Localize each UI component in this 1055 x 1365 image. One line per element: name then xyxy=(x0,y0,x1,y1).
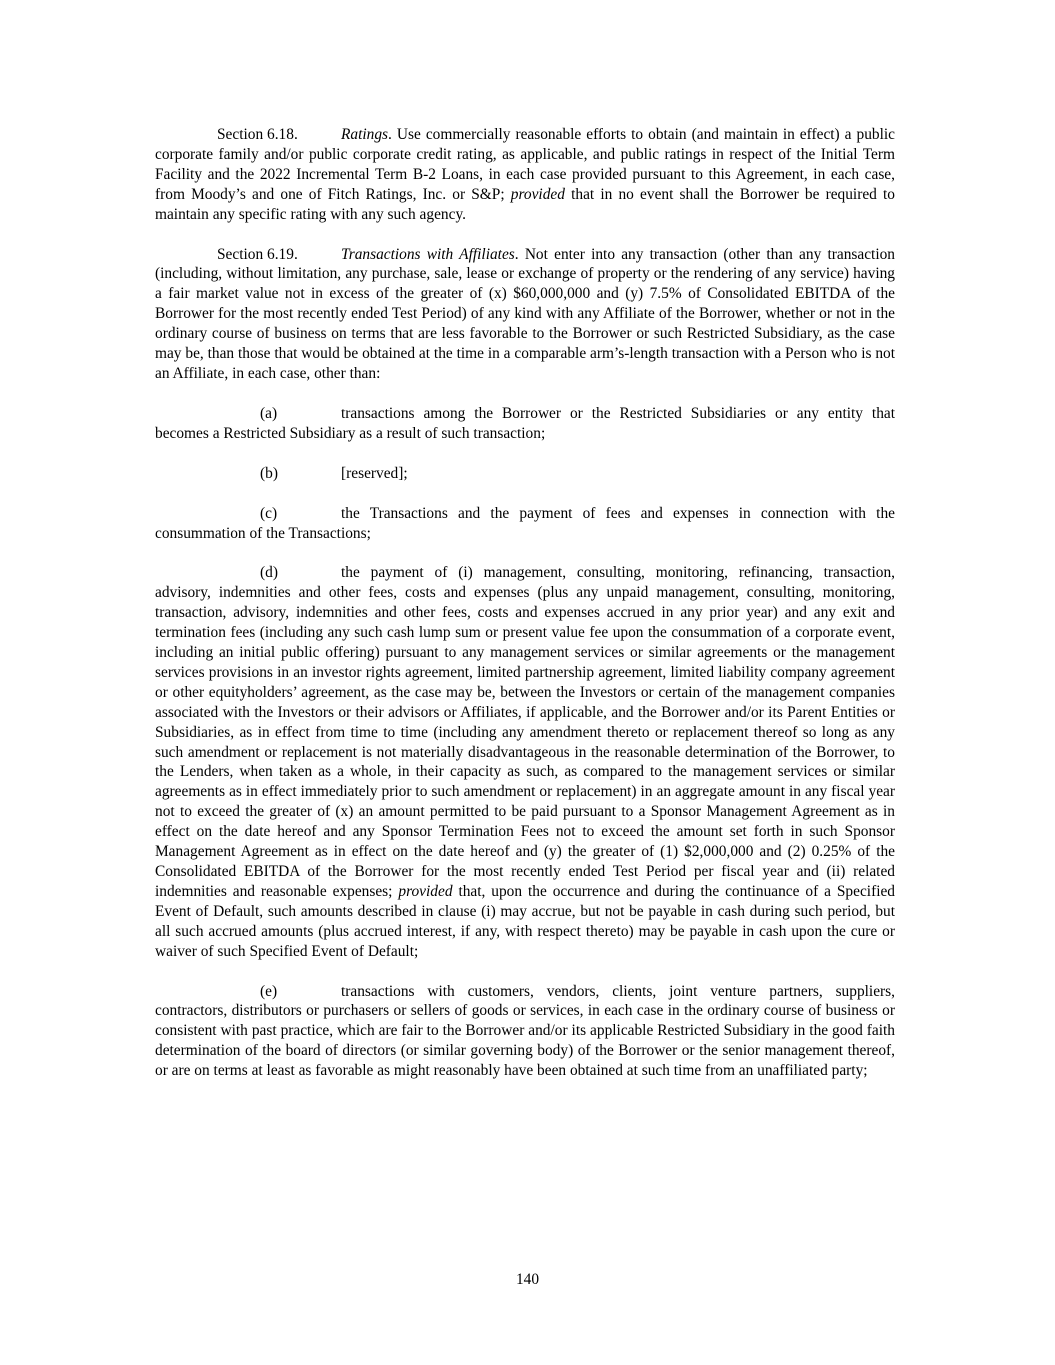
section-text: that in no event shall the Borrower be required to maintain any specific rating with any such agency. xyxy=(155,185,895,223)
clause-text: [reserved]; xyxy=(341,464,408,482)
clause-label: (d) xyxy=(260,564,278,582)
document-page xyxy=(155,125,895,1081)
clause-label: (b) xyxy=(260,464,278,482)
clause-label: (a) xyxy=(260,404,278,422)
clause-text: transactions with customers, vendors, clients, joint venture partners, suppliers, contractors, distributors or purchasers or sellers of goods or services, in each case in the ordinary course of business or consistent with past practice, which are fair to the Borrower and/or its applicable Restricted Subsidiary in the good faith determination of the board of directors (or similar governing body) of the Borrower or the senior management thereof, or are on terms at least as favorable as might reasonably have been obtained at such time from an unaffiliated party; xyxy=(155,982,895,1080)
clause-a xyxy=(155,404,895,444)
clause-b xyxy=(155,464,895,484)
section-title: Ratings xyxy=(341,126,389,143)
clause-text: that, upon the occurrence and during the continuance of a Specified Event of Default, such amounts described in clause (i) may accrue, but not be payable in cash during such period, but all such accrued amounts (plus accrued interest, if any, with respect thereto) may be payable in cash upon the cure or waiver of such Specified Event of Default; xyxy=(155,882,895,960)
clause-text: the payment of (i) management, consulting, monitoring, refinancing, transaction, advisory, indemnities and other fees, costs and expenses (plus any unpaid management, consulting, monitoring, transaction, advisory, indemnities and other fees, costs and expenses accrued in any prior year) and any exit and termination fees (including any such cash lump sum or present value fee upon the consummation of a corporate event, including an initial public offering) pursuant to any management services or similar agreements or the management services provisions in an investor rights agreement, limited partnership agreement, limited liability company agreement or other equityholders’ agreement, as the case may be, between the Investors or certain of the management companies associated with the Investors or their advisors or Affiliates, if applicable, and the Borrower and/or its Parent Entities or Subsidiaries, as in effect from time to time (including any amendment thereto or replacement thereof so long as any such amendment or replacement is not materially disadvantageous in the reasonable determination of the Borrower, to the Lenders, when taken as a whole, in their capacity as such, as compared to the management services or similar agreements as in effect immediately prior to such amendment or replacement) in an aggregate amount in any fiscal year not to exceed the greater of (x) an amount permitted to be paid pursuant to a Sponsor Management Agreement as in effect on the date hereof and any Sponsor Termination Fees not to exceed the amount set forth in such Sponsor Management Agreement as in effect on the date hereof and (y) the greater of (1) $2,000,000 and (2) 0.25% of the Consolidated EBITDA of the Borrower for the most recently ended Test Period per fiscal year and (ii) related indemnities and reasonable expenses; xyxy=(155,564,895,900)
section-title: Transactions with Affiliates xyxy=(341,245,515,263)
proviso-term: provided xyxy=(398,882,453,900)
clause-e xyxy=(155,982,895,1082)
section-number: Section 6.18. xyxy=(217,126,298,143)
clause-text: the Transactions and the payment of fees and expenses in connection with the consummation of the Transactions; xyxy=(155,504,895,542)
page-number: 140 xyxy=(515,1271,540,1288)
section-6-19 xyxy=(155,245,895,384)
clause-label: (c) xyxy=(260,504,278,522)
section-number: Section 6.19. xyxy=(217,245,298,263)
clause-d xyxy=(155,563,895,961)
clause-label: (e) xyxy=(260,982,278,1000)
section-6-18 xyxy=(155,125,895,225)
section-text: . Use commercially reasonable efforts to obtain (and maintain in effect) a public corporate family and/or public corporate credit rating, as applicable, and public ratings in respect of the Initial Term Facility and the 2022 Incremental Term B-2 Loans, in each case provided pursuant to this Agreement, in each case, from Moody’s and one of Fitch Ratings, Inc. or S&P; xyxy=(155,126,895,203)
proviso-term: provided xyxy=(510,185,565,203)
clause-c xyxy=(155,504,895,544)
clause-text: transactions among the Borrower or the Restricted Subsidiaries or any entity that becomes a Restricted Subsidiary as a result of such transaction; xyxy=(155,404,895,442)
section-text: . Not enter into any transaction (other than any transaction (including, without limitation, any purchase, sale, lease or exchange of property or the rendering of any service) having a fair market value not in excess of the greater of (x) $60,000,000 and (y) 7.5% of Consolidated EBITDA of the Borrower for the most recently ended Test Period) of any kind with any Affiliate of the Borrower, whether or not in the ordinary course of business on terms that are less favorable to the Borrower or such Restricted Subsidiary, as the case may be, than those that would be obtained at the time in a comparable arm’s-length transaction with a Person who is not an Affiliate, in each case, other than: xyxy=(155,245,895,382)
